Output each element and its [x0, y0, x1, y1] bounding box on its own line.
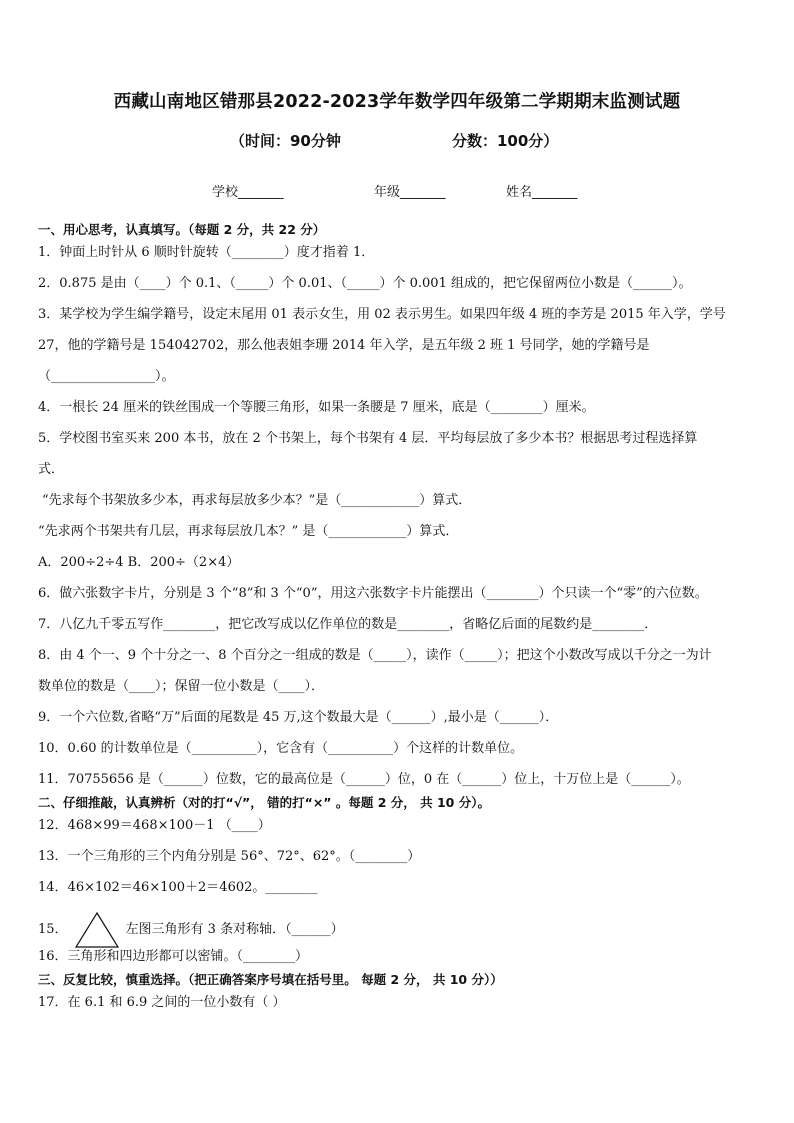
question-3-line-3: （________________）。 — [38, 369, 175, 384]
question-17: 17．在 6.1 和 6.9 之间的一位小数有（ ） — [38, 995, 286, 1010]
question-8-line-2: 数单位的数是（____）；保留一位小数是（____）． — [38, 679, 325, 694]
exam-title: 西藏山南地区错那县2022-2023学年数学四年级第二学期期末监测试题 — [113, 92, 681, 112]
question-13: 13．一个三角形的三个内角分别是 56°、72°、62°。（________） — [38, 849, 421, 864]
question-5-choices: A．200÷2÷4 B．200÷（2×4） — [38, 555, 240, 570]
question-15-text: 左图三角形有 3 条对称轴．（______） — [125, 922, 344, 937]
question-16: 16．三角形和四边形都可以密铺。（________） — [38, 949, 309, 964]
question-15-number: 15． — [38, 922, 68, 937]
exam-time: （时间：90分钟 — [230, 132, 341, 150]
question-10: 10．0.60 的计数单位是（__________），它含有（__________）个这样的计数单位。 — [38, 741, 524, 756]
question-list — [38, 222, 760, 1026]
exam-score: 分数：100分） — [452, 132, 559, 150]
question-3-line-1: 3．某学校为学生编学籍号，设定末尾用 01 表示女生，用 02 表示男生。如果四年级 4 班的李芳是 2015 年入学，学号 — [38, 307, 726, 322]
grade-field[interactable]: 年级_______ — [374, 185, 446, 200]
question-15 — [38, 911, 760, 949]
name-field[interactable]: 姓名_______ — [506, 185, 578, 200]
question-5-line-2: 式． — [38, 462, 65, 477]
question-5-option-line-1: “先求每个书架放多少本，再求每层放多少本？”是（____________）算式． — [42, 493, 472, 508]
question-4: 4．一根长 24 厘米的铁丝围成一个等腰三角形，如果一条腰是 7 厘米，底是（________）厘米。 — [38, 400, 595, 415]
question-5-option-line-2: “先求两个书架共有几层，再求每层放几本？” 是（____________）算式． — [38, 524, 459, 539]
question-5-line-1: 5．学校图书室买来 200 本书，放在 2 个书架上，每个书架有 4 层．平均每层放了多少本书？根据思考过程选择算 — [38, 431, 698, 446]
question-11: 11．70755656 是（______）位数，它的最高位是（______）位，0 在（______）位上，十万位上是（______）。 — [38, 772, 690, 787]
question-14: 14．46×102＝46×100＋2＝4602。________ — [38, 880, 318, 895]
question-1: 1．钟面上时针从 6 顺时针旋转（________）度才指着 1． — [38, 245, 375, 260]
section-2-heading: 二、仔细推敲，认真辨析（对的打“√”， 错的打“×” 。每题 2 分， 共 10 分）。 — [38, 795, 490, 810]
question-9: 9．一个六位数,省略“万”后面的尾数是 45 万,这个数最大是（______）,最小是（______）． — [38, 710, 559, 725]
question-12: 12．468×99＝468×100－1 （____） — [38, 818, 271, 833]
question-3-line-2: 27，他的学籍号是 154042702，那么他表姐李珊 2014 年入学，是五年级 2 班 1 号同学，她的学籍号是 — [38, 338, 650, 353]
question-8-line-1: 8．由 4 个一、9 个十分之一、8 个百分之一组成的数是（_____），读作（_____）；把这个小数改写成以千分之一为计 — [38, 648, 712, 663]
question-2: 2．0.875 是由（____）个 0.1、（_____）个 0.01、（_____）个 0.001 组成的，把它保留两位小数是（______）。 — [38, 276, 692, 291]
section-1-heading: 一、用心思考，认真填写。（每题 2 分，共 22 分） — [38, 222, 326, 237]
question-7: 7．八亿九千零五写作________，把它改写成以亿作单位的数是________，省略亿后面的尾数约是________． — [38, 617, 658, 632]
section-3-heading: 三、反复比较，慎重选择。（把正确答案序号填在括号里。 每题 2 分， 共 10 分）） — [38, 972, 503, 987]
triangle-figure — [74, 911, 120, 949]
question-6: 6．做六张数字卡片，分别是 3 个“8”和 3 个“0”，用这六张数字卡片能摆出（________）个只读一个“零”的六位数。 — [38, 586, 708, 601]
school-field[interactable]: 学校_______ — [212, 185, 284, 200]
